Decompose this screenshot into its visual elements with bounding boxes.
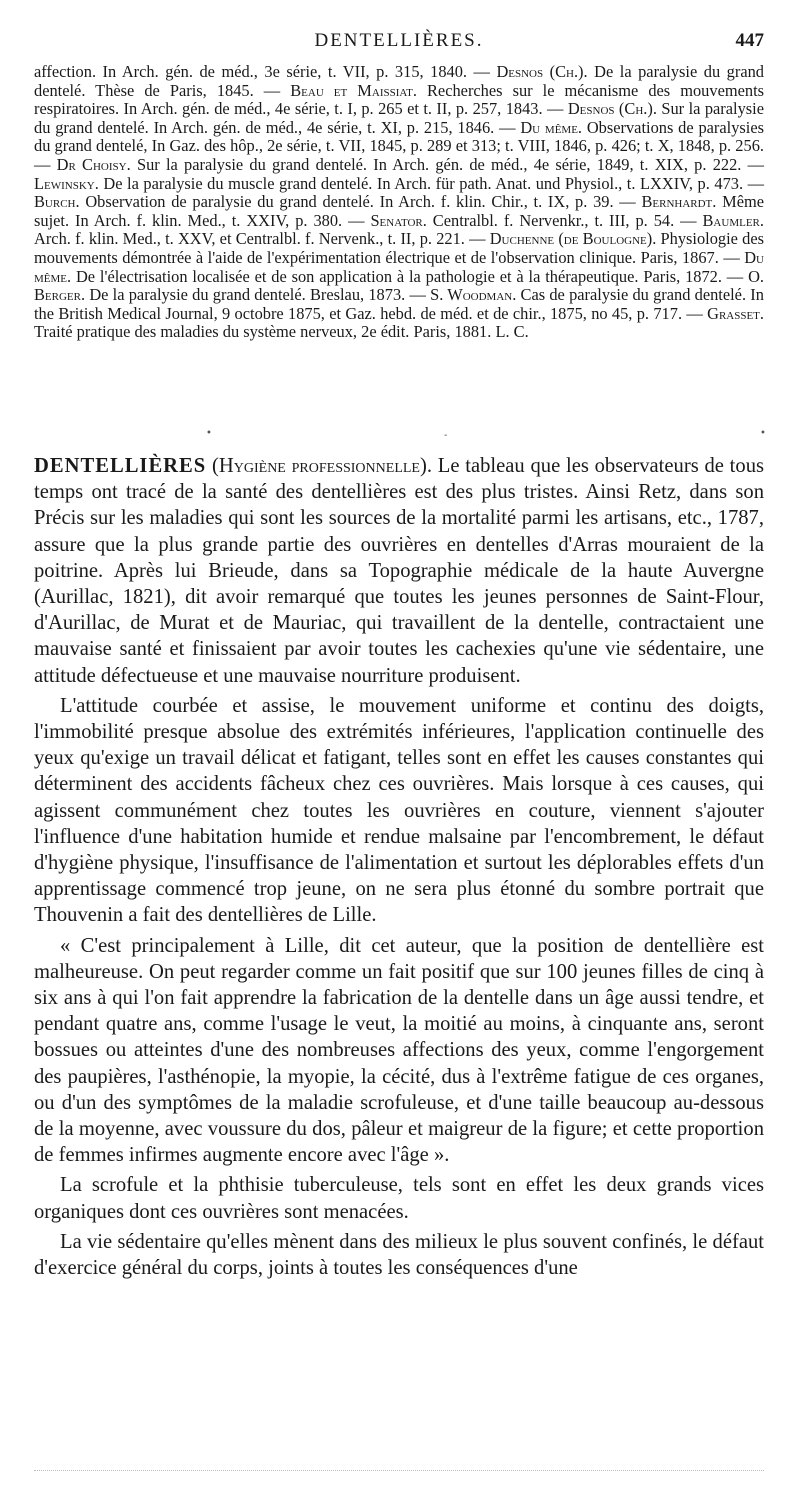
bibliography-entry (57, 155, 764, 174)
bibliography-author: Duchenne (de Boulogne). (489, 229, 657, 249)
bibliography-reference: Cas de paralysie du grand dentelé. In the British Medical Journal, 9 octobre 1875, et Gaz. hebd. de méd. et de chir., 1875, no 45, p. 717. — (34, 285, 764, 323)
article-first-paragraph (34, 453, 764, 689)
article-body (34, 453, 764, 1281)
bibliography-entry (34, 62, 490, 81)
bibliography-entry (370, 211, 696, 230)
bibliography-reference: Centralbl. f. Nervenkr., t. III, p. 54. — (432, 210, 697, 230)
bibliography-author: Bernhardt. (641, 192, 717, 212)
bibliography-author: Dr Choisy. (56, 154, 131, 174)
article-heading: DENTELLIÈRES (34, 455, 207, 477)
bibliography-reference: Sur la paralysie du grand dentelé. In Arch. gén. de méd., 4e série, t. XI, p. 215, 1846. — (34, 99, 764, 137)
bibliography-block (34, 63, 764, 342)
bibliography-reference: De la paralysie du grand dentelé. Thèse de Paris, 1845. — (34, 62, 764, 100)
bibliography-author: O. Berger. (34, 266, 764, 305)
bibliography-author: Grasset. (707, 303, 764, 323)
bibliography-author: Desnos (Ch.). (496, 62, 588, 81)
footer-rule (34, 1470, 764, 1471)
bibliography-author: Du même. (34, 247, 764, 286)
bibliography-reference: Observations de paralysies du grand dentelé, In Gaz. des hôp., 2e série, t. VII, 1845, p. 289 et 313; t. VIII, 1846, p. 426; t. X, 1848, p. 256. — (34, 117, 764, 174)
bibliography-reference: Physiologie des mouvements démontrée à l'aide de l'expérimentation électrique et de l'observation clinique. Paris, 1867. — (34, 229, 764, 267)
running-title: DENTELLIÈRES. (314, 30, 484, 51)
bibliography-entry (34, 174, 764, 193)
article-paragraph: « C'est principalement à Lille, dit cet auteur, que la position de dentellière est malheureuse. On peut regarder comme un fait positif que sur 100 jeunes filles de cinq à six ans à qui l'on fait apprendre la fabrication de la dentelle dans un âge aussi tendre, et pendant quatre ans, comme l'usage le veut, la moitié au moins, à cinquante ans, seront bossues ou atteintes d'une des nombreuses affections des yeux, comme l'engorgement des paupières, l'asthénopie, la myopie, la cécité, dus à l'extrême fatigue de ces organes, ou d'un des symptômes de la maladie scrofuleuse, et d'une taille beaucoup au-dessous de la moyenne, avec voussure du dos, pâleur et maigreur de la figure; et cette proportion de femmes infirmes augmente encore avec l'âge ». (34, 934, 764, 1167)
article-paragraph: Le tableau que les observateurs de tous temps ont tracé de la santé des dentellières est des plus tristes. Ainsi Retz, dans son Précis sur les maladies qui sont les sources de la mortalité parmi les artisans, etc., 1787, assure que la plus grande partie des ouvrières en dentelles d'Arras mouraient de la poitrine. Après lui Brieude, dans sa Topographie médicale de la haute Auvergne (Aurillac, 1821), dit avoir remarqué que toutes les jeunes personnes de Saint-Flour, d'Aurillac, de Murat et de Mauriac, qui travaillent de la dentelle, contractaient une mauvaise santé et finissaient par avoir toutes les cachexies qu'une vie sédentaire, une attitude défectueuse et une mauvaise nourriture produisent. (34, 455, 765, 687)
bibliography-reference: Arch. f. klin. Med., t. XXV, et Centralbl. f. Nervenk., t. II, p. 221. — (34, 229, 486, 249)
bibliography-author: S. Woodman. (430, 285, 517, 305)
bibliography-reference: affection. In Arch. gén. de méd., 3e série, t. VII, p. 315, 1840. — (34, 62, 490, 81)
bibliography-reference: De la paralysie du grand dentelé. Breslau, 1873. — (89, 285, 426, 305)
page-number: 447 (735, 30, 764, 51)
bibliography-author: Burch. (34, 192, 80, 212)
bibliography-entry (495, 322, 528, 341)
article-paragraph: L'attitude courbée et assise, le mouvement uniforme et continu des doigts, l'immobilité presque absolue des extrémités inférieures, l'application continuelle des yeux qu'exige un travail délicat et fatigant, telles sont en effet les causes constantes qui déterminent des accidents fâcheux chez ces ouvrières. Mais lorsque à ces causes, qui agissent communément chez toutes les ouvrières en couture, viennent s'ajouter l'influence d'une habitation humide et rendue malsaine par l'encombrement, le défaut d'hygiène physique, l'insuffisance de l'alimentation et surtout les déplorables effets d'un apprentissage commencé trop jeune, on ne sera plus étonné du sombre portrait que Thouvenin a fait des dentellières de Lille. (34, 694, 764, 927)
bibliography-reference: Observation de paralysie du grand dentelé. In Arch. f. klin. Chir., t. IX, p. 39. — (85, 192, 636, 212)
bibliography-reference: Sur la paralysie du grand dentelé. In Arch. gén. de méd., 4e série, 1849, t. XIX, p. 222. — (136, 154, 764, 174)
bibliography-author: Desnos (Ch.). (567, 99, 657, 119)
bibliography-author: Lewinsky. (34, 173, 99, 193)
separator-marks: • - • (206, 428, 766, 441)
bibliography-reference: Même sujet. In Arch. f. klin. Med., t. XXIV, p. 380. — (34, 192, 764, 230)
bibliography-author: Baumler. (702, 210, 764, 230)
bibliography-reference: L. C. (495, 322, 529, 342)
bibliography-author: Du même. (520, 117, 583, 137)
bibliography-reference: De l'électrisation localisée et de son application à la pathologie et à la thérapeutique. Paris, 1872. — (75, 266, 744, 286)
running-header (34, 30, 764, 56)
article-paragraph: La scrofule et la phthisie tuberculeuse, tels sont en effet les deux grands vices organiques dont ces ouvrières sont menacées. (34, 1174, 764, 1223)
article-paragraph: La vie sédentaire qu'elles mènent dans des milieux le plus souvent confinés, le défaut d'exercice général du corps, joints à toutes les conséquences d'une (34, 1230, 764, 1280)
bibliography-reference: De la paralysie du muscle grand dentelé. In Arch. für path. Anat. und Physiol., t. LXXIV, p. 473. — (103, 173, 764, 193)
article-subheading: (Hygiène professionnelle). (212, 455, 432, 477)
bibliography-entry (34, 192, 636, 211)
bibliography-reference: Recherches sur le mécanisme des mouvements respiratoires. In Arch. gén. de méd., 4e série, t. I, p. 265 et t. II, p. 257, 1843. — (34, 80, 764, 119)
bibliography-author: Beau et Maissiat. (290, 80, 417, 100)
bibliography-author: Senator. (370, 210, 427, 230)
bibliography-reference: Traité pratique des maladies du système nerveux, 2e édit. Paris, 1881. (34, 322, 492, 342)
